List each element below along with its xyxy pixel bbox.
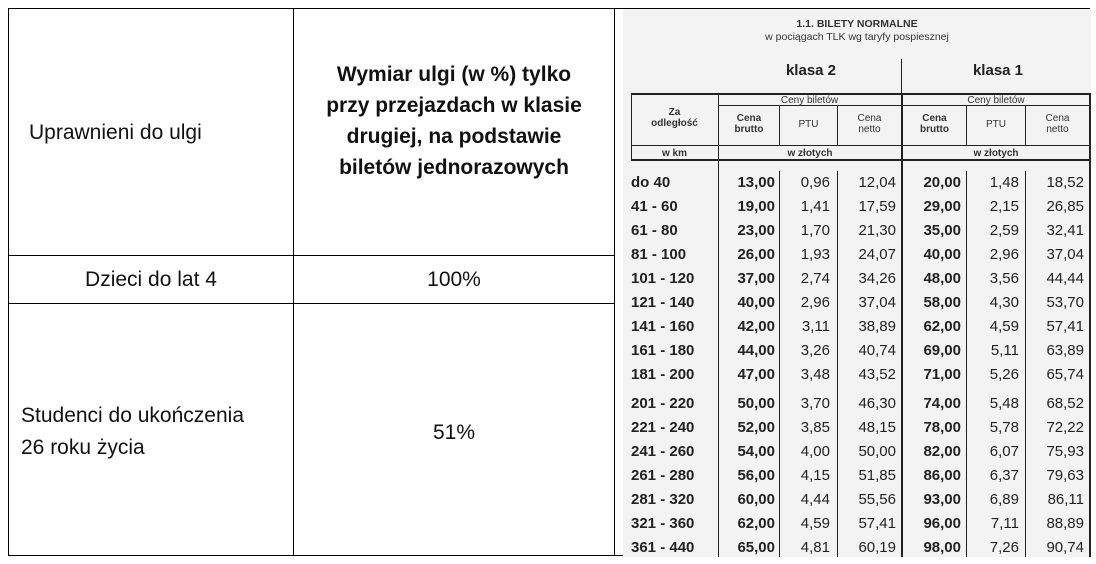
price-cell: 2,96 — [800, 294, 830, 311]
c2-ptu-header: PTU — [798, 119, 819, 130]
c1-netto-header — [1026, 113, 1089, 135]
price-cell: 19,00 — [737, 198, 775, 215]
price-row — [623, 511, 1091, 535]
price-cell: 32,41 — [1046, 222, 1084, 239]
price-row — [623, 314, 1091, 338]
price-cell: 57,41 — [1046, 318, 1084, 335]
price-row — [623, 439, 1091, 463]
price-cell: 2,59 — [989, 222, 1019, 239]
price-cell: 2,74 — [800, 270, 830, 287]
distance-cell: 161 - 180 — [631, 342, 695, 359]
price-cell: 62,00 — [737, 515, 775, 532]
price-cell: 3,11 — [801, 318, 830, 335]
ceny-label-c1: Ceny biletów — [967, 95, 1025, 106]
price-cell: 63,89 — [1046, 342, 1084, 359]
price-cell: 93,00 — [923, 491, 961, 508]
price-row — [623, 170, 1091, 194]
distance-cell: 81 - 100 — [631, 246, 687, 263]
price-cell: 96,00 — [923, 515, 961, 532]
price-cell: 7,26 — [989, 539, 1019, 556]
price-cell: 34,26 — [858, 270, 896, 287]
eligible-children: Dzieci do lat 4 — [85, 268, 217, 291]
price-row — [623, 362, 1091, 386]
price-table-subtitle: w pociągach TLK wg taryfy pospiesznej — [765, 31, 949, 43]
price-cell: 38,89 — [858, 318, 896, 335]
price-cell: 2,96 — [989, 246, 1019, 263]
distance-cell: 101 - 120 — [631, 270, 695, 287]
price-cell: 13,00 — [737, 174, 775, 191]
price-cell: 65,74 — [1046, 366, 1084, 383]
distance-cell: 121 - 140 — [631, 294, 695, 311]
price-cell: 40,00 — [923, 246, 961, 263]
distance-header — [631, 107, 718, 129]
column-divider — [614, 9, 615, 555]
price-cell: 72,22 — [1046, 419, 1084, 436]
discount-children: 100% — [427, 268, 481, 291]
price-cell: 82,00 — [923, 443, 961, 460]
header-discount-line: przy przejazdach w klasie — [326, 94, 582, 117]
distance-cell: 61 - 80 — [631, 222, 678, 239]
price-cell: 71,00 — [923, 366, 961, 383]
price-cell: 75,93 — [1046, 443, 1084, 460]
price-cell: 55,56 — [858, 491, 896, 508]
price-cell: 98,00 — [923, 539, 961, 556]
price-cell: 4,59 — [800, 515, 830, 532]
price-cell: 24,07 — [858, 246, 896, 263]
discount-students: 51% — [432, 421, 476, 444]
price-cell: 60,00 — [737, 491, 775, 508]
price-cell: 4,44 — [800, 491, 830, 508]
price-cell: 5,26 — [989, 366, 1019, 383]
price-cell: 57,41 — [858, 515, 896, 532]
c2-brutto-header — [719, 113, 779, 135]
price-cell: 88,89 — [1046, 515, 1084, 532]
c1-ptu-header: PTU — [986, 119, 1006, 130]
price-cell: 40,00 — [737, 294, 775, 311]
distance-cell: 321 - 360 — [631, 515, 695, 532]
ceny-label-c2: Ceny biletów — [780, 95, 839, 106]
eligible-students-line: Studenci do ukończenia — [21, 404, 244, 427]
price-row — [623, 266, 1091, 290]
price-cell: 26,00 — [737, 246, 775, 263]
price-cell: 21,30 — [858, 222, 896, 239]
price-row — [623, 218, 1091, 242]
price-cell: 4,15 — [800, 467, 830, 484]
distance-cell: 361 - 440 — [631, 539, 695, 556]
header-line: netto — [1046, 124, 1069, 135]
price-cell: 1,93 — [800, 246, 830, 263]
price-cell: 6,89 — [989, 491, 1019, 508]
price-cell: 17,59 — [858, 198, 896, 215]
distance-cell: 261 - 280 — [631, 467, 695, 484]
price-cell: 1,41 — [800, 198, 830, 215]
price-cell: 56,00 — [737, 467, 775, 484]
price-cell: 68,52 — [1046, 395, 1084, 412]
price-row — [623, 242, 1091, 266]
unit-pln-c2: w złotych — [787, 148, 833, 159]
distance-cell: do 40 — [631, 174, 671, 191]
price-cell: 23,00 — [737, 222, 775, 239]
row-divider — [9, 303, 615, 304]
eligible-students — [21, 400, 244, 464]
header-discount — [294, 59, 614, 183]
eligible-students-line: 26 roku życia — [21, 436, 145, 459]
price-cell: 12,04 — [858, 174, 896, 191]
price-cell: 54,00 — [737, 443, 775, 460]
price-cell: 50,00 — [858, 443, 896, 460]
price-cell: 18,52 — [1046, 174, 1084, 191]
price-cell: 4,30 — [989, 294, 1019, 311]
price-cell: 3,48 — [800, 366, 830, 383]
price-cell: 47,00 — [737, 366, 775, 383]
distance-header-line: odległość — [651, 118, 698, 129]
distance-cell: 141 - 160 — [631, 318, 695, 335]
price-cell: 60,19 — [858, 539, 896, 556]
price-cell: 50,00 — [737, 395, 775, 412]
distance-cell: 41 - 60 — [631, 198, 678, 215]
price-row — [623, 535, 1091, 557]
document-table — [8, 8, 1090, 556]
unit-km: w km — [661, 148, 687, 159]
price-cell: 1,70 — [800, 222, 830, 239]
price-cell: 3,56 — [989, 270, 1019, 287]
header-line: brutto — [920, 124, 949, 135]
header-discount-line: biletów jednorazowych — [339, 156, 569, 179]
price-cell: 4,00 — [800, 443, 830, 460]
distance-cell: 201 - 220 — [631, 395, 695, 412]
row-divider — [9, 255, 615, 256]
price-cell: 90,74 — [1046, 539, 1084, 556]
price-cell: 46,30 — [858, 395, 896, 412]
price-cell: 2,15 — [989, 198, 1019, 215]
distance-cell: 221 - 240 — [631, 419, 695, 436]
ticket-price-table — [623, 9, 1091, 557]
price-table-title: 1.1. BILETY NORMALNE — [796, 18, 918, 30]
price-cell: 37,00 — [737, 270, 775, 287]
class2-label: klasa 2 — [785, 62, 837, 79]
price-cell: 6,37 — [989, 467, 1019, 484]
price-cell: 79,63 — [1046, 467, 1084, 484]
price-row — [623, 391, 1091, 415]
price-cell: 26,85 — [1046, 198, 1084, 215]
price-cell: 4,81 — [800, 539, 830, 556]
price-row — [623, 290, 1091, 314]
header-line: brutto — [734, 124, 764, 135]
price-cell: 74,00 — [923, 395, 961, 412]
price-cell: 40,74 — [858, 342, 896, 359]
price-row — [623, 194, 1091, 218]
price-row — [623, 338, 1091, 362]
price-cell: 37,04 — [858, 294, 896, 311]
distance-cell: 241 - 260 — [631, 443, 695, 460]
class1-label: klasa 1 — [972, 62, 1024, 79]
header-line: Cena — [922, 113, 947, 124]
price-cell: 29,00 — [923, 198, 961, 215]
price-cell: 86,11 — [1047, 491, 1084, 508]
price-row — [623, 415, 1091, 439]
header-eligible: Uprawnieni do ulgi — [29, 121, 202, 144]
price-cell: 65,00 — [737, 539, 775, 556]
price-cell: 5,11 — [990, 342, 1019, 359]
price-cell: 20,00 — [923, 174, 961, 191]
header-discount-line: drugiej, na podstawie — [346, 125, 562, 148]
price-cell: 86,00 — [923, 467, 961, 484]
price-cell: 48,00 — [923, 270, 961, 287]
header-line: netto — [858, 124, 881, 135]
distance-cell: 281 - 320 — [631, 491, 695, 508]
price-cell: 6,07 — [989, 443, 1019, 460]
price-cell: 51,85 — [858, 467, 896, 484]
price-cell: 1,48 — [989, 174, 1019, 191]
price-cell: 7,11 — [990, 515, 1019, 532]
distance-cell: 181 - 200 — [631, 366, 695, 383]
price-cell: 43,52 — [858, 366, 896, 383]
unit-pln-c1: w złotych — [973, 148, 1019, 159]
price-cell: 53,70 — [1046, 294, 1084, 311]
price-row — [623, 487, 1091, 511]
distance-header-line: Za — [668, 107, 681, 118]
price-cell: 44,00 — [737, 342, 775, 359]
c1-brutto-header — [903, 113, 966, 135]
header-line: Cena — [1045, 113, 1070, 124]
price-cell: 69,00 — [923, 342, 961, 359]
header-line: Cena — [857, 113, 882, 124]
price-cell: 0,96 — [800, 174, 830, 191]
price-cell: 3,70 — [800, 395, 830, 412]
price-cell: 78,00 — [923, 419, 961, 436]
price-cell: 48,15 — [858, 419, 896, 436]
price-cell: 58,00 — [923, 294, 961, 311]
price-cell: 42,00 — [737, 318, 775, 335]
price-cell: 4,59 — [989, 318, 1019, 335]
price-cell: 5,48 — [989, 395, 1019, 412]
price-cell: 35,00 — [923, 222, 961, 239]
price-cell: 44,44 — [1046, 270, 1084, 287]
price-cell: 37,04 — [1046, 246, 1084, 263]
price-cell: 62,00 — [923, 318, 961, 335]
header-line: Cena — [736, 113, 762, 124]
header-discount-line: Wymiar ulgi (w %) tylko — [336, 63, 572, 86]
price-row — [623, 463, 1091, 487]
price-cell: 3,85 — [800, 419, 830, 436]
c2-netto-header — [838, 113, 901, 135]
price-cell: 5,78 — [989, 419, 1019, 436]
price-cell: 52,00 — [737, 419, 775, 436]
price-cell: 3,26 — [800, 342, 830, 359]
